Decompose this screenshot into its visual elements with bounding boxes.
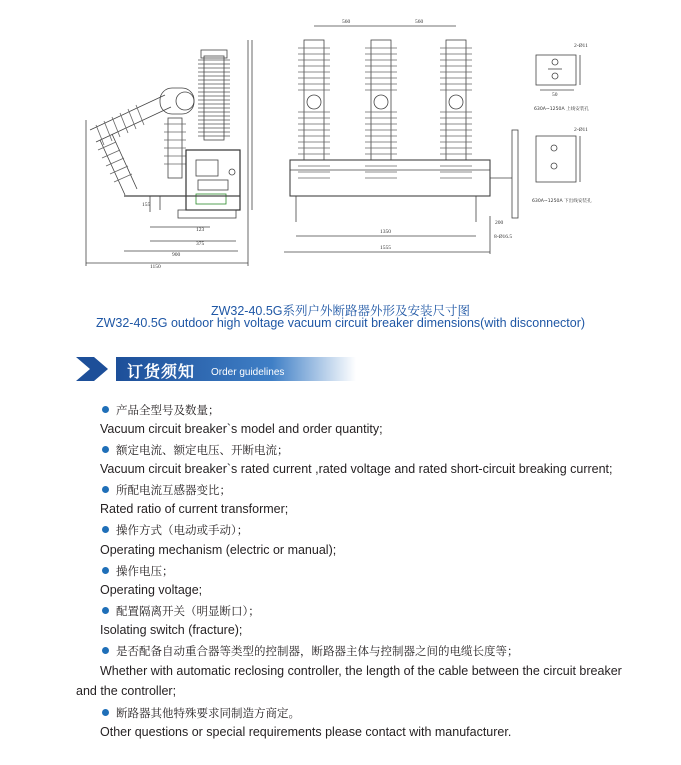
front-view — [284, 26, 518, 254]
list-item — [102, 563, 174, 579]
dim-text: 200 — [495, 220, 504, 226]
caption-cn: ZW32-40.5G系列户外断路器外形及安装尺寸图 — [210, 304, 471, 318]
dim-text: 1350 — [380, 229, 391, 235]
dim-text: 2-Ø11 — [574, 127, 588, 133]
banner-title-en: Order guidelines — [211, 367, 285, 378]
note-top: 630A~1250A 上线安装孔 — [534, 107, 590, 112]
dim-text: 50 — [552, 92, 558, 98]
item-cn: 断路器其他特殊要求同制造方商定。 — [116, 708, 300, 720]
bullet-icon — [102, 486, 109, 493]
caption-en: ZW32-40.5G outdoor high voltage vacuum circuit breaker dimensions(with disconnector) — [95, 316, 586, 330]
item-cn: 产品全型号及数量； — [116, 405, 220, 417]
bullet-icon — [102, 647, 109, 654]
dim-text: 123 — [196, 227, 205, 233]
bullet-icon — [102, 526, 109, 533]
bullet-icon — [102, 709, 109, 716]
list-item — [102, 705, 300, 721]
list-item-en: Whether with automatic reclosing controller, the length of the cable between the circuit breaker — [100, 664, 622, 678]
dim-text: 560 — [415, 19, 424, 25]
bullet-icon — [102, 607, 109, 614]
list-item-en-cont: and the controller; — [76, 684, 177, 698]
list-item — [102, 522, 248, 538]
banner-title-cn: 订货须知 — [127, 364, 196, 381]
item-cn: 操作方式（电动或手动）； — [116, 525, 249, 537]
list-item — [102, 643, 519, 659]
item-cn: 所配电流互感器变比； — [116, 485, 231, 497]
item-cn: 额定电流、额定电压、开断电流； — [116, 445, 289, 457]
list-item — [102, 482, 231, 498]
list-item-en: Vacuum circuit breaker`s rated current ,rated voltage and rated short-circuit breaking current; — [100, 462, 613, 476]
list-item-en: Operating voltage; — [100, 583, 203, 597]
bullet-icon — [102, 567, 109, 574]
list-item — [102, 402, 220, 418]
list-item-en: Operating mechanism (electric or manual); — [100, 543, 337, 557]
dim-text: 560 — [342, 19, 351, 25]
item-cn: 是否配备自动重合器等类型的控制器，断路器主体与控制器之间的电缆长度等； — [116, 646, 519, 658]
item-cn: 操作电压； — [116, 566, 174, 578]
list-item-en: Isolating switch (fracture); — [100, 623, 243, 637]
dim-text: 375 — [196, 241, 205, 247]
dim-text: 2-Ø11 — [574, 43, 588, 49]
dimension-drawing — [0, 0, 681, 290]
note-bottom: 630A~1250A 下出线安装孔 — [532, 199, 592, 204]
side-view — [86, 40, 252, 266]
list-item-en: Vacuum circuit breaker`s model and order quantity; — [100, 422, 383, 436]
dim-text: 900 — [172, 252, 181, 258]
hole-details — [536, 55, 580, 182]
dim-text: 1555 — [380, 245, 391, 251]
list-item-en: Other questions or special requirements please contact with manufacturer. — [100, 725, 512, 739]
item-cn: 配置隔离开关（明显断口）； — [116, 606, 260, 618]
list-item — [102, 603, 260, 619]
list-item — [102, 442, 289, 458]
dim-text: 8-Ø16.5 — [494, 234, 513, 240]
bullet-icon — [102, 446, 109, 453]
dim-text: 1150 — [150, 264, 161, 270]
dim-text: 155 — [142, 202, 151, 208]
list-item-en: Rated ratio of current transformer; — [100, 502, 289, 516]
bullet-icon — [102, 406, 109, 413]
